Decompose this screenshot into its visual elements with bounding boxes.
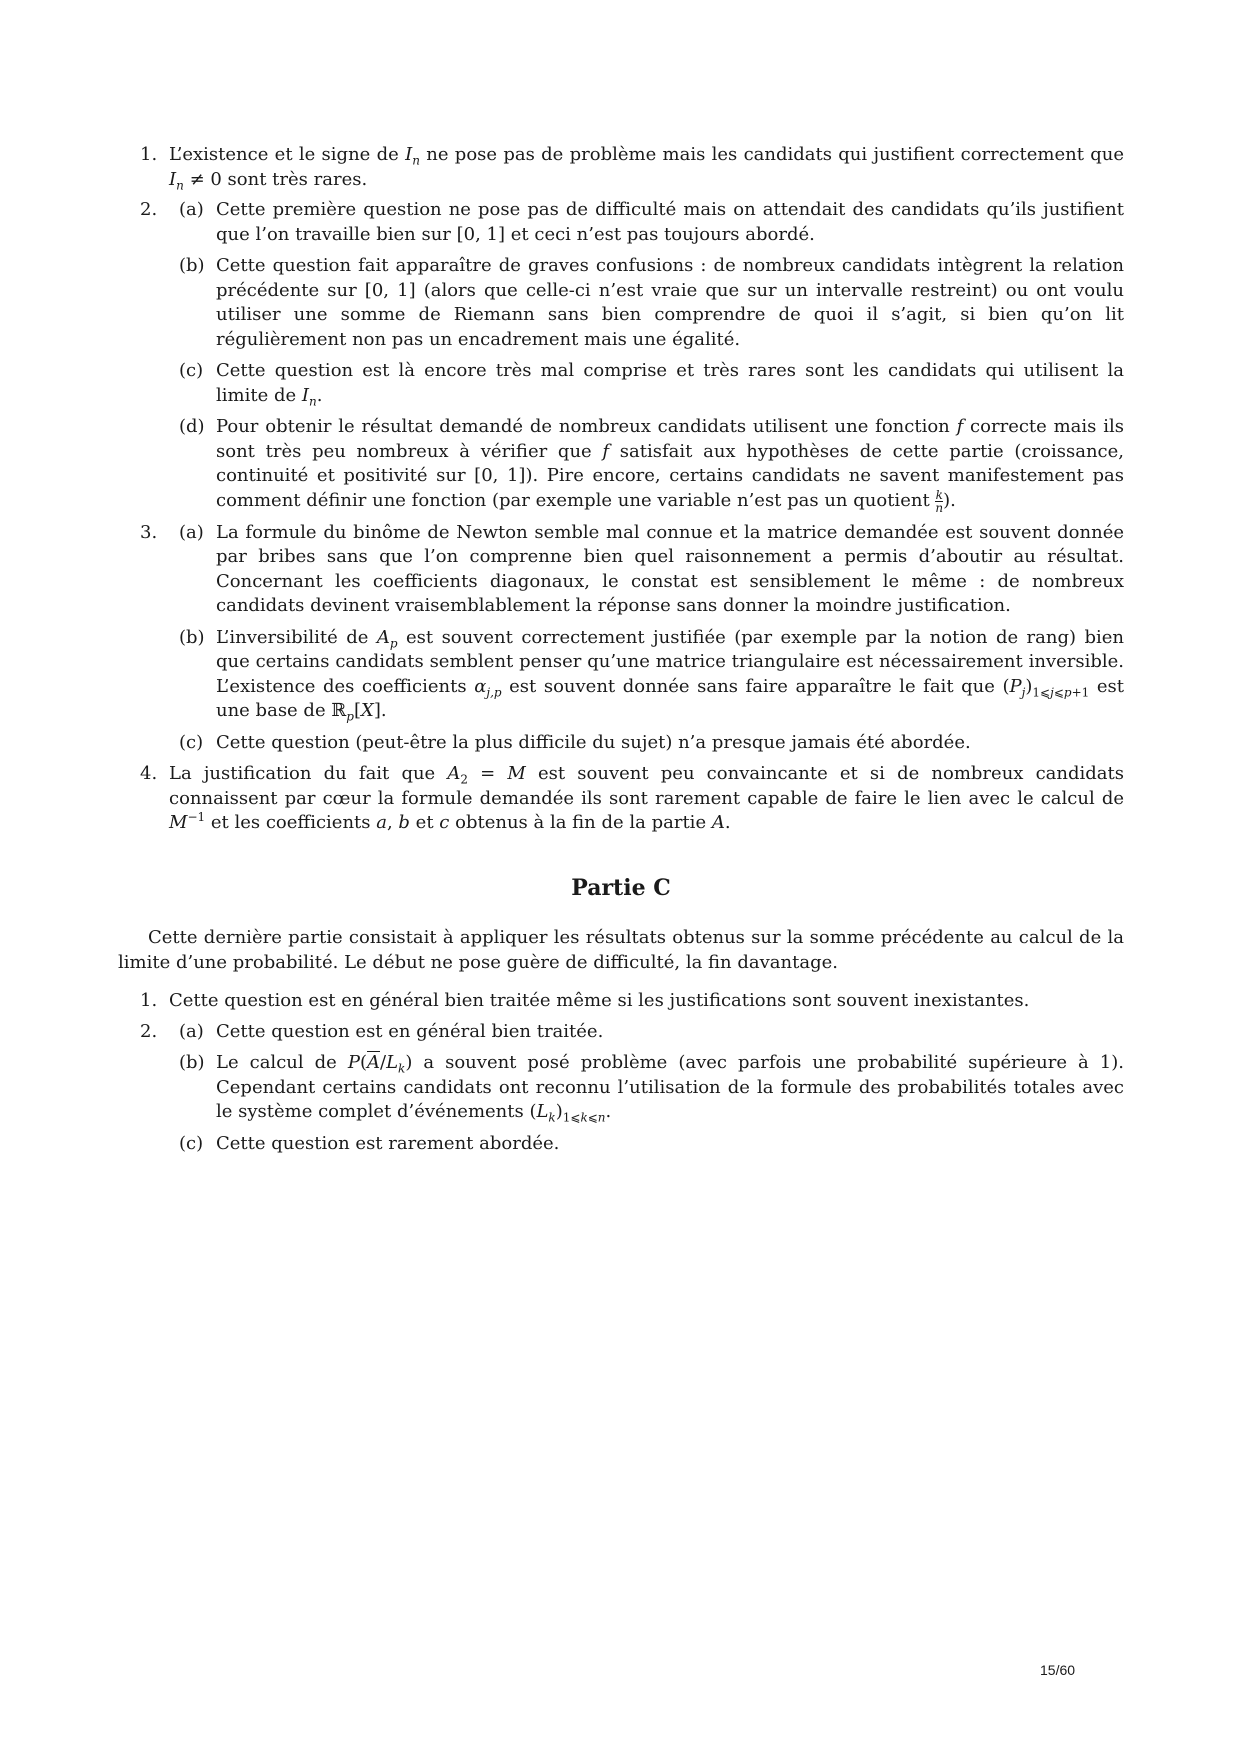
sub-item-label: (c)	[179, 360, 204, 381]
list-item	[118, 762, 1124, 836]
sub-item-label: (b)	[179, 255, 205, 276]
section-list	[118, 989, 1124, 1156]
item-number: 2.	[140, 1020, 158, 1042]
section-list	[118, 143, 1124, 836]
section-heading: Partie C	[571, 874, 671, 901]
sub-item	[169, 1051, 1124, 1125]
sub-item-text: Cette question est là encore très mal comprise et très rares sont les candidats qui utilisent la limite de $I_n$.	[216, 360, 1124, 409]
sub-item	[169, 626, 1124, 724]
item-text: La justification du fait que $A_2 = M$ est souvent peu convaincante et si de nombreux candidats connaissent par cœur la formule demandée ils sont rarement capable de faire le lien avec le calcul de $M^{-1}$ et les coefficients a, b et c obtenus à la fin de la partie A.	[169, 763, 1124, 833]
sub-item	[169, 731, 1124, 756]
sub-item	[169, 1132, 1124, 1157]
sub-item	[169, 415, 1124, 514]
list-item	[118, 198, 1124, 514]
sub-item-text: Le calcul de $P(\overline{A}/L_k)$ a souvent posé problème (avec parfois une probabilité supérieure à 1). Cependant certains candidats ont reconnu l’utilisation de la formule des probabilités totales avec le système complet d’événements $(L_k)_{1⩽k⩽n}$.	[216, 1052, 1124, 1125]
sub-item-label: (d)	[179, 416, 205, 437]
sub-list	[169, 1020, 1124, 1157]
sub-item	[169, 521, 1124, 619]
list-item	[118, 1020, 1124, 1157]
list-item	[118, 989, 1124, 1014]
sub-item-text: Cette question est en général bien traitée.	[216, 1020, 604, 1042]
item-number: 2.	[140, 199, 158, 220]
page-content	[118, 143, 1124, 1163]
sub-item-label: (c)	[179, 1132, 204, 1154]
sub-item	[169, 359, 1124, 408]
sub-item-text: La formule du binôme de Newton semble mal connue et la matrice demandée est souvent donnée par bribes sans que l’on comprenne bien quel raisonnement a permis d’aboutir au résultat. Concernant les coefficients diagonaux, le constat est sensiblement le même : de nombreux candidats devinent vraisemblablement la réponse sans donner la moindre justification.	[216, 521, 1124, 616]
list-item	[118, 521, 1124, 756]
sub-item	[169, 198, 1124, 247]
item-number: 1.	[140, 144, 158, 165]
item-text: Cette question est en général bien traitée même si les justifications sont souvent inexistantes.	[169, 990, 1030, 1011]
sub-item-label: (a)	[179, 199, 204, 220]
sub-item-text: Cette question est rarement abordée.	[216, 1132, 560, 1154]
sub-item-label: (b)	[179, 1052, 205, 1073]
sub-list	[169, 198, 1124, 514]
sub-item	[169, 1020, 1124, 1045]
list-item	[118, 143, 1124, 192]
sub-item-text: Cette première question ne pose pas de difficulté mais on attendait des candidats qu’ils justifient que l’on travaille bien sur [0, 1] et ceci n’est pas toujours abordé.	[216, 199, 1124, 245]
sub-item	[169, 254, 1124, 352]
sub-item-label: (c)	[179, 731, 204, 753]
sub-item-label: (b)	[179, 626, 205, 648]
item-text: L’existence et le signe de $I_n$ ne pose pas de problème mais les candidats qui justifient correctement que $I_n \ne 0$ sont très rares.	[169, 144, 1124, 193]
section-intro: Cette dernière partie consistait à appliquer les résultats obtenus sur la somme précédente au calcul de la limite d’une probabilité. Le début ne pose guère de difficulté, la fin davantage.	[118, 927, 1124, 973]
sub-item-text: Cette question (peut-être la plus difficile du sujet) n’a presque jamais été abordée.	[216, 731, 971, 753]
sub-item-text: Pour obtenir le résultat demandé de nombreux candidats utilisent une fonction f correcte mais ils sont très peu nombreux à vérifier que f satisfait aux hypothèses de cette partie (croissance, continuité et positivité sur [0, 1]). Pire encore, certains candidats ne savent manifestement pas comment définir une fonction (par exemple une variable n’est pas un quotient $\frac{k}{n}$ ).	[216, 416, 1124, 515]
sub-item-text: L’inversibilité de $A_p$ est souvent correctement justifiée (par exemple par la notion de rang) bien que certains candidats semblent penser qu’une matrice triangulaire est nécessairement inversible. L’existence des coefficients $\alpha_{j,p}$ est souvent donnée sans faire apparaître le fait que $(P_j)_{1⩽j⩽p+1}$ est une base de ℝ$_p$[X].	[216, 626, 1124, 724]
item-number: 1.	[140, 990, 158, 1011]
item-number: 4.	[140, 763, 158, 784]
page-number: 15/60	[1040, 1662, 1076, 1678]
sub-item-text: Cette question fait apparaître de graves confusions : de nombreux candidats intègrent la relation précédente sur [0, 1] (alors que celle-ci n’est vraie que sur un intervalle restreint) ou ont voulu utiliser une somme de Riemann sans bien comprendre de quoi il s’agit, si bien qu’on lit régulièrement non pas un encadrement mais une égalité.	[216, 255, 1124, 350]
item-number: 3.	[140, 521, 158, 543]
sub-item-label: (a)	[179, 521, 204, 543]
sub-item-label: (a)	[179, 1020, 204, 1042]
sub-list	[169, 521, 1124, 756]
